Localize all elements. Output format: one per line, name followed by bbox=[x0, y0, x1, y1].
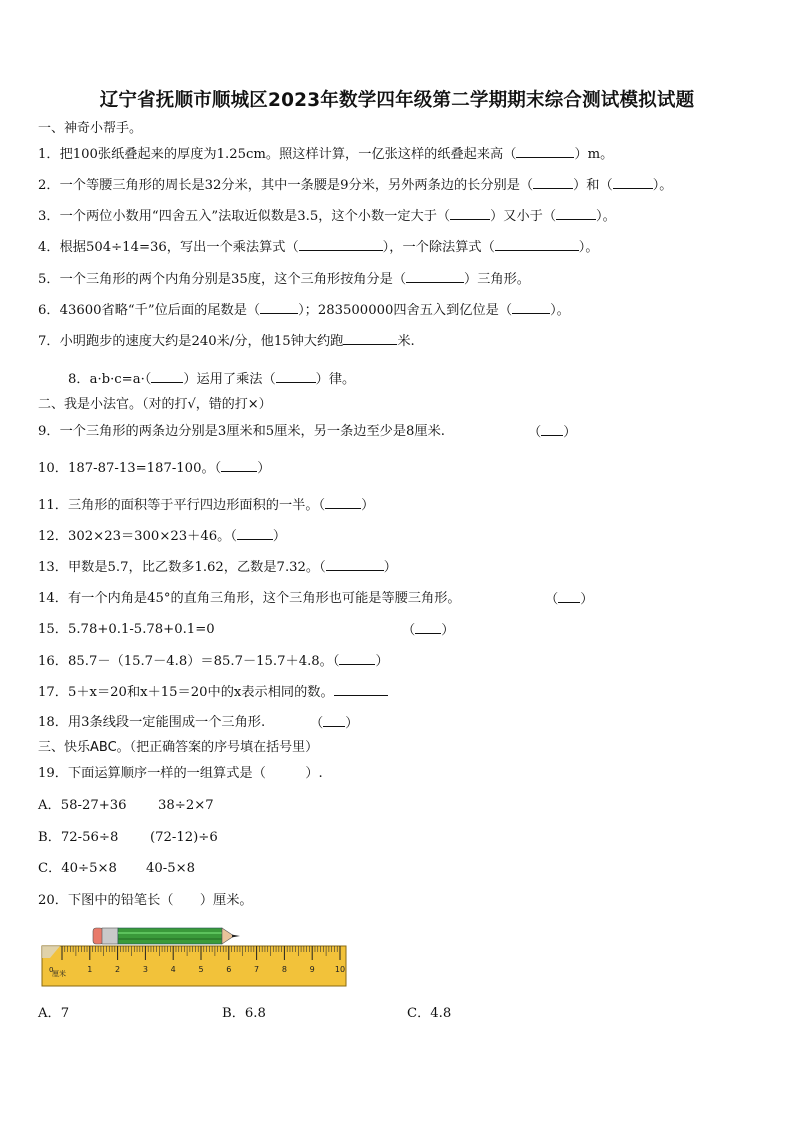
paren-right: ） bbox=[345, 716, 359, 731]
question-3 bbox=[38, 207, 616, 226]
pencil-lead bbox=[232, 935, 240, 938]
question-16-text: 16．85.7－（15.7－4.8）＝85.7－15.7＋4.8。（ bbox=[38, 654, 340, 669]
question-1-text: 1．把100张纸叠起来的厚度为1.25cm。照这样计算，一亿张这样的纸叠起来高（ bbox=[38, 147, 517, 162]
question-2 bbox=[38, 176, 672, 195]
option-a-expression: 38÷2×7 bbox=[158, 798, 214, 813]
paren-right: ） bbox=[257, 461, 271, 476]
question-18 bbox=[38, 714, 265, 732]
answer-blank[interactable] bbox=[558, 590, 580, 603]
question-3-mid: ）又小于（ bbox=[490, 209, 557, 224]
question-11 bbox=[38, 496, 374, 515]
ruler-tick-label: 4 bbox=[170, 965, 176, 974]
ruler-tick-label: 1 bbox=[87, 965, 93, 974]
question-13-text: 13．甲数是5.7，比乙数多1.62，乙数是7.32。（ bbox=[38, 560, 326, 575]
question-7 bbox=[38, 332, 415, 351]
option-b-expression: (72-12)÷6 bbox=[150, 830, 218, 845]
question-15-text: 15．5.78+0.1-5.78+0.1=0 bbox=[38, 622, 215, 637]
answer-blank[interactable] bbox=[339, 652, 375, 665]
answer-option-b[interactable]: B．6.8 bbox=[222, 1006, 266, 1021]
option-c-expression: 40-5×8 bbox=[146, 861, 196, 876]
question-13 bbox=[38, 558, 397, 577]
question-14-text: 14．有一个内角是45°的直角三角形，这个三角形也可能是等腰三角形。 bbox=[38, 591, 461, 606]
pencil-eraser bbox=[93, 928, 103, 944]
question-18-paren bbox=[310, 714, 358, 733]
paren-right: ） bbox=[375, 654, 389, 669]
question-5-tail: ）三角形。 bbox=[464, 272, 530, 287]
answer-blank[interactable] bbox=[406, 270, 464, 283]
question-17-text: 17．5＋x＝20和x＋15＝20中的x表示相同的数。 bbox=[38, 685, 334, 700]
paren-left: （ bbox=[402, 623, 416, 638]
section-2-heading: 二、我是小法官。（对的打√，错的打×） bbox=[38, 397, 272, 412]
answer-blank[interactable] bbox=[533, 176, 573, 189]
question-9-paren bbox=[528, 423, 576, 442]
ruler-tick-label: 7 bbox=[254, 965, 260, 974]
question-7-tail: 米. bbox=[397, 334, 415, 349]
question-6-mid: ）；283500000四舍五入到亿位是（ bbox=[298, 303, 513, 318]
answer-blank[interactable] bbox=[516, 145, 574, 158]
question-19: 19．下面运算顺序一样的一组算式是（ ）. bbox=[38, 766, 323, 781]
answer-blank[interactable] bbox=[613, 176, 653, 189]
question-10 bbox=[38, 459, 270, 478]
question-8-tail: ）律。 bbox=[315, 372, 356, 387]
question-5-text: 5．一个三角形的两个内角分别是35度，这个三角形按角分是（ bbox=[38, 272, 407, 287]
pencil-illustration bbox=[93, 928, 240, 944]
ruler-tick-label: 6 bbox=[226, 965, 232, 974]
answer-option-c[interactable]: C．4.8 bbox=[407, 1006, 452, 1021]
option-c[interactable]: C．40÷5×8 bbox=[38, 861, 117, 876]
page-title: 辽宁省抚顺市顺城区2023年数学四年级第二学期期末综合测试模拟试题 bbox=[99, 90, 695, 111]
ruler-pencil-figure bbox=[40, 918, 350, 992]
question-5 bbox=[38, 270, 530, 289]
question-16 bbox=[38, 652, 389, 671]
paren-left: （ bbox=[545, 592, 559, 607]
pencil-ferrule bbox=[102, 928, 118, 944]
paren-right: ） bbox=[441, 623, 455, 638]
answer-blank[interactable] bbox=[325, 496, 361, 509]
ruler-tick-label: 2 bbox=[115, 965, 121, 974]
question-1-tail: ）m。 bbox=[574, 147, 614, 162]
answer-blank[interactable] bbox=[299, 238, 383, 251]
section-3-heading: 三、快乐ABC。（把正确答案的序号填在括号里） bbox=[38, 740, 319, 755]
section-1-heading: 一、神奇小帮手。 bbox=[38, 121, 143, 136]
question-10-text: 10．187-87-13=187-100。（ bbox=[38, 461, 222, 476]
answer-option-a[interactable]: A．7 bbox=[38, 1006, 70, 1021]
answer-blank[interactable] bbox=[326, 558, 384, 571]
question-4-tail: ）。 bbox=[578, 240, 599, 255]
question-14-paren bbox=[545, 590, 593, 609]
question-11-text: 11．三角形的面积等于平行四边形面积的一半。（ bbox=[38, 498, 326, 513]
answer-blank[interactable] bbox=[343, 332, 397, 345]
ruler-zero-label: 0 bbox=[49, 966, 54, 974]
ruler-tick-label: 5 bbox=[198, 965, 204, 974]
question-8-text: 8．a·b·c=a·（ bbox=[68, 372, 152, 387]
answer-blank[interactable] bbox=[334, 683, 388, 696]
question-7-text: 7．小明跑步的速度大约是240米/分，他15钟大约跑 bbox=[38, 334, 344, 349]
option-b[interactable]: B．72-56÷8 bbox=[38, 830, 119, 845]
answer-blank[interactable] bbox=[323, 714, 345, 727]
question-15 bbox=[38, 621, 215, 639]
answer-blank[interactable] bbox=[450, 207, 490, 220]
question-18-text: 18．用3条线段一定能围成一个三角形. bbox=[38, 715, 266, 730]
question-1 bbox=[38, 145, 613, 164]
paren-left: （ bbox=[528, 425, 542, 440]
question-3-text: 3．一个两位小数用“四舍五入”法取近似数是3.5，这个小数一定大于（ bbox=[38, 209, 451, 224]
paren-right: ） bbox=[361, 498, 375, 513]
question-8 bbox=[68, 370, 355, 389]
answer-blank[interactable] bbox=[151, 370, 183, 383]
paren-right: ） bbox=[580, 592, 594, 607]
answer-blank[interactable] bbox=[415, 621, 441, 634]
ruler-tick-label: 9 bbox=[309, 965, 315, 974]
question-2-mid: ）和（ bbox=[573, 178, 613, 193]
ruler-tick-label: 8 bbox=[281, 965, 287, 974]
answer-blank[interactable] bbox=[260, 301, 298, 314]
paren-right: ） bbox=[563, 425, 577, 440]
question-2-tail: ）。 bbox=[652, 178, 673, 193]
question-3-tail: ）。 bbox=[596, 209, 616, 224]
answer-blank[interactable] bbox=[495, 238, 579, 251]
paren-right: ） bbox=[272, 529, 287, 544]
pencil-body bbox=[118, 928, 222, 944]
question-6-tail: ）。 bbox=[550, 303, 570, 318]
answer-blank[interactable] bbox=[512, 301, 550, 314]
question-9 bbox=[38, 423, 445, 441]
question-6-text: 6．43600省略“千”位后面的尾数是（ bbox=[38, 303, 261, 318]
question-15-paren bbox=[402, 621, 454, 640]
answer-blank[interactable] bbox=[221, 459, 257, 472]
question-4 bbox=[38, 238, 599, 257]
paren-right: ） bbox=[383, 560, 397, 575]
question-6 bbox=[38, 301, 570, 320]
question-9-text: 9．一个三角形的两条边分别是3厘米和5厘米，另一条边至少是8厘米. bbox=[38, 424, 446, 439]
question-8-mid: ）运用了乘法（ bbox=[183, 372, 276, 387]
answer-blank[interactable] bbox=[237, 527, 273, 540]
option-a[interactable]: A．58-27+36 bbox=[38, 798, 127, 813]
question-12-text: 12．302×23＝300×23＋46。（ bbox=[38, 529, 237, 544]
ruler-unit-label: 厘米 bbox=[52, 970, 66, 978]
question-4-mid: ），一个除法算式（ bbox=[382, 240, 495, 255]
paren-left: （ bbox=[310, 716, 324, 731]
question-17 bbox=[38, 683, 388, 702]
question-20: 20．下图中的铅笔长（ ）厘米。 bbox=[38, 893, 253, 908]
ruler-tick-label: 10 bbox=[334, 965, 346, 974]
answer-blank[interactable] bbox=[541, 423, 563, 436]
question-4-text: 4．根据504÷14=36，写出一个乘法算式（ bbox=[38, 240, 299, 255]
question-14 bbox=[38, 590, 461, 608]
question-2-text: 2．一个等腰三角形的周长是32分米，其中一条腰是9分米，另外两条边的长分别是（ bbox=[38, 178, 534, 193]
ruler-tick-label: 3 bbox=[142, 965, 148, 974]
answer-blank[interactable] bbox=[556, 207, 596, 220]
answer-blank[interactable] bbox=[276, 370, 316, 383]
question-12 bbox=[38, 527, 286, 546]
